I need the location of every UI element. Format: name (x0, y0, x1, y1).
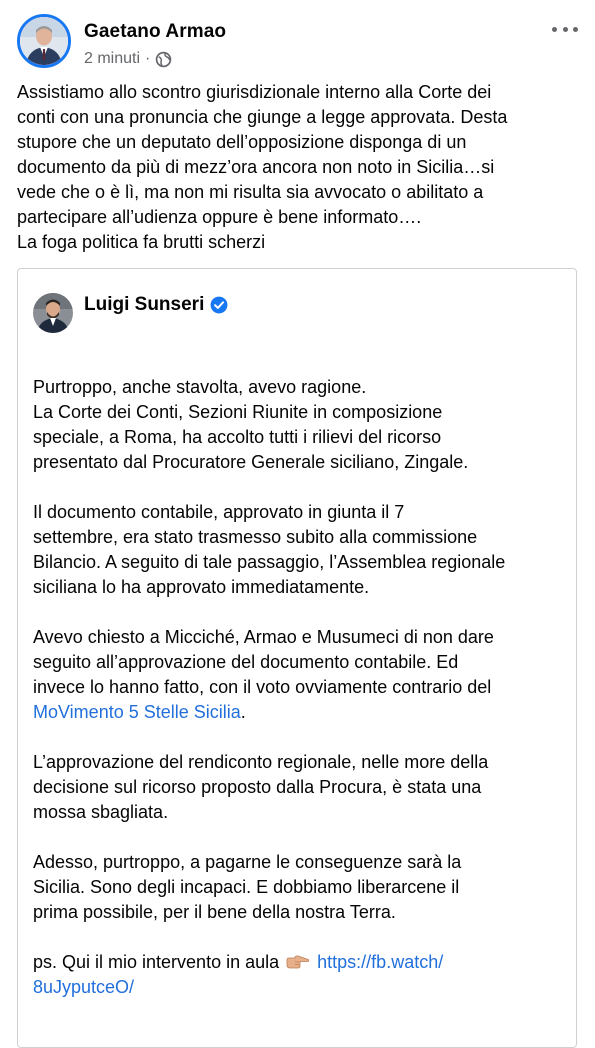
dot-icon (563, 27, 568, 32)
post-meta (84, 50, 172, 68)
globe-icon (155, 51, 172, 68)
paragraph: L’approvazione del rendiconto regionale, nelle more della decisione sul ricorso proposto dalla Procura, è stata una mossa sbagliata. (33, 752, 489, 822)
dot-icon (552, 27, 557, 32)
paragraph-text: ps. Qui il mio intervento in aula (33, 952, 280, 972)
paragraph-text: . (240, 702, 246, 722)
meta-separator: · (145, 50, 151, 67)
more-options-button[interactable] (552, 20, 578, 38)
paragraph: Il documento contabile, approvato in giunta il 7 settembre, era stato trasmesso subito alla commissione Bilancio. A seguito di tale passaggio, l’Assemblea regionale siciliana lo ha approvato immediatamente. (33, 502, 506, 597)
page-mention-link[interactable]: MoVimento 5 Stelle Sicilia (33, 702, 241, 722)
video-link[interactable]: https://fb.watch/ 8uJyputceO/ (33, 952, 444, 997)
shared-post-text (33, 375, 563, 1000)
post-timestamp[interactable]: 2 minuti (84, 50, 141, 67)
pointing-hand-icon (286, 952, 310, 968)
paragraph (33, 625, 563, 725)
shared-post-card[interactable] (17, 268, 577, 1048)
author-photo-icon (20, 17, 68, 65)
paragraph (33, 950, 563, 1000)
dot-icon (573, 27, 578, 32)
shared-author-photo-icon (33, 293, 73, 333)
shared-author-header (84, 294, 228, 316)
paragraph-text: Avevo chiesto a Micciché, Armao e Musumeci di non dare seguito all’approvazione del documento contabile. Ed invece lo hanno fatto, con il voto ovviamente contrario del (33, 627, 494, 697)
shared-author-name[interactable]: Luigi Sunseri (84, 294, 205, 315)
shared-author-avatar[interactable] (33, 293, 73, 333)
verified-badge-icon (210, 296, 228, 314)
author-avatar[interactable] (17, 14, 71, 68)
paragraph: Adesso, purtroppo, a pagarne le conseguenze sarà la Sicilia. Sono degli incapaci. E dobbiamo liberarcene il prima possibile, per il bene della nostra Terra. (33, 852, 462, 922)
paragraph: Purtroppo, anche stavolta, avevo ragione. La Corte dei Conti, Sezioni Riunite in composizione speciale, a Roma, ha accolto tutti i rilievi del ricorso presentato dal Procuratore Generale siciliano, Zingale. (33, 377, 469, 472)
post-author-name[interactable]: Gaetano Armao (84, 21, 227, 42)
post-text: Assistiamo allo scontro giurisdizionale interno alla Corte dei conti con una pronuncia che giunge a legge approvata. Desta stupore che un deputato dell’opposizione disponga di un documento da più di mezz’ora ancora non noto in Sicilia…si vede che o è lì, ma non mi risulta sia avvocato o abilitato a partecipare all’udienza oppure è bene informato…. La foga politica fa brutti scherzi (17, 82, 508, 252)
